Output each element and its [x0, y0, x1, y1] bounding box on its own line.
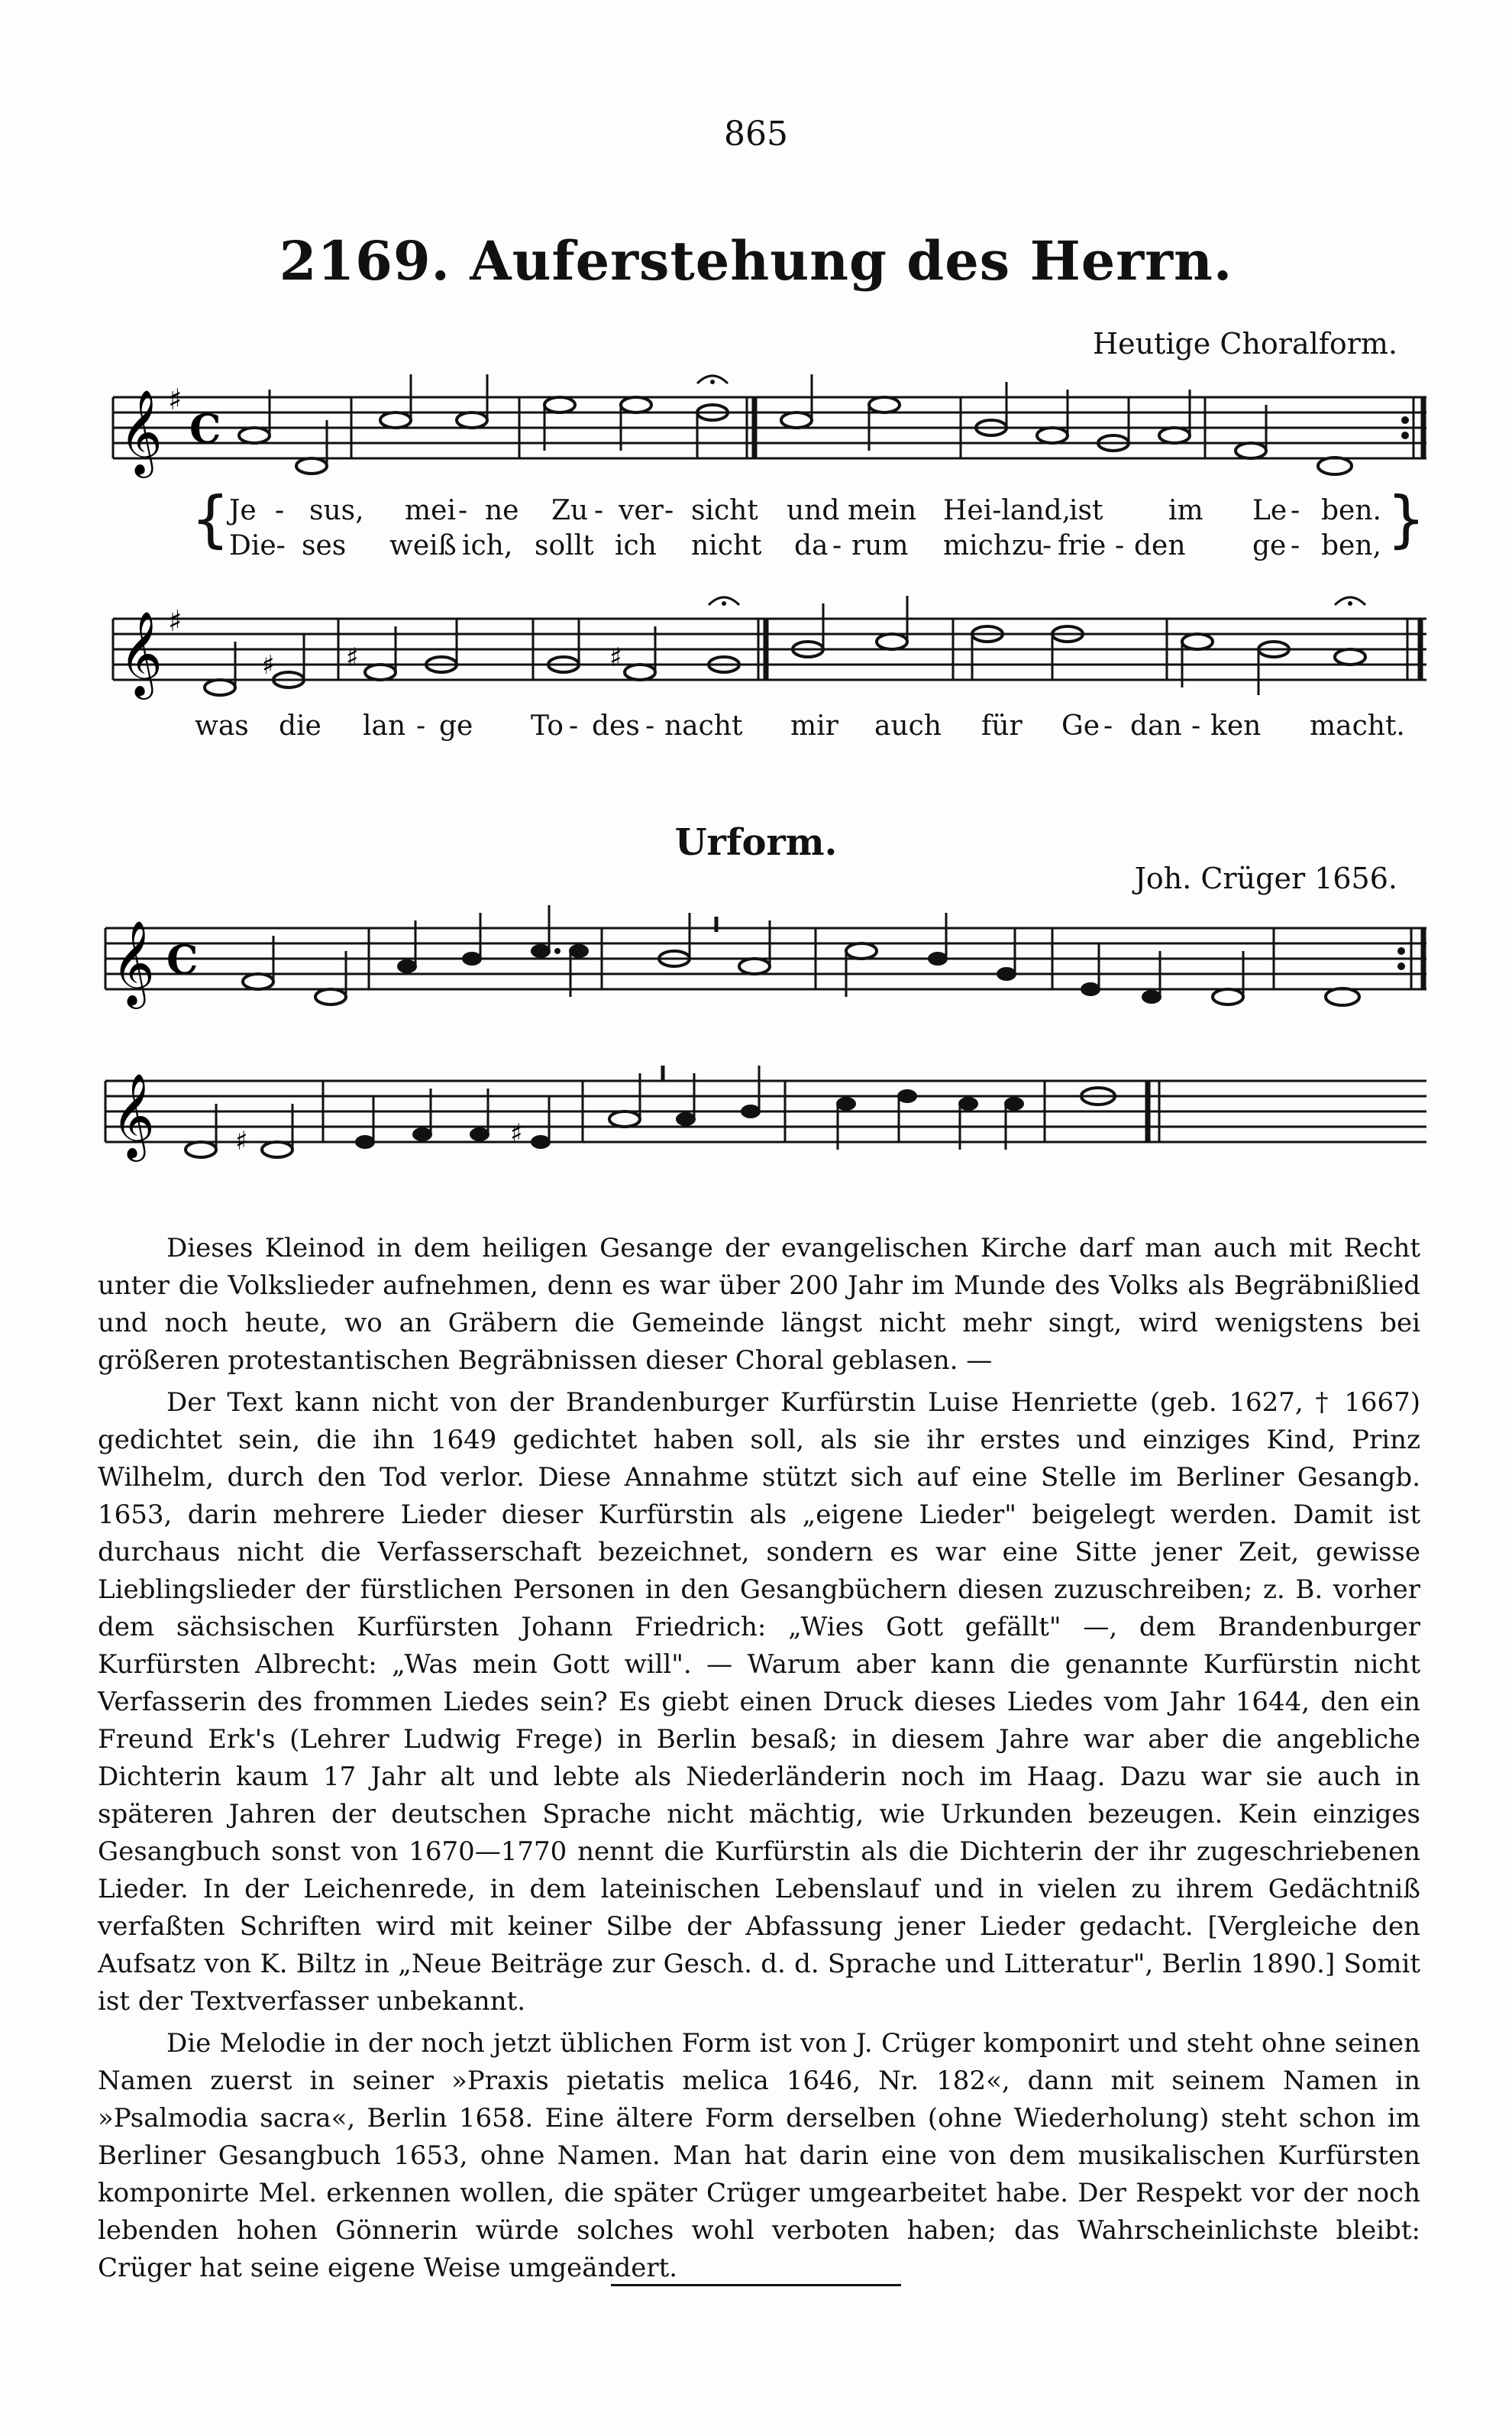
svg-text:♯: ♯ [609, 642, 622, 673]
syllable: lan [363, 710, 406, 742]
paragraph-1: Dieses Kleinod in dem heiligen Gesange der evangelischen Kirche darf man auch mit Recht unter die Volkslieder aufnehmen, denn es war über 200 Jahr im Munde des Volks als Begräbnißlied und noch heute, wo an Gräbern die Gemeinde längst nicht mehr singt, wird wenigstens bei größeren protestantischen Begräbnissen dieser Choral geblasen. — [98, 1233, 1420, 1376]
hyphen: - [275, 495, 285, 526]
hyphen: - [645, 710, 655, 742]
staff-original-2 [82, 1050, 1434, 1188]
syllable: ben, [1321, 530, 1381, 561]
commentary-text [98, 1230, 1420, 2292]
svg-text:C: C [189, 406, 221, 453]
end-rule [611, 2284, 901, 2286]
syllable: ken [1210, 710, 1262, 742]
svg-text:𝄞: 𝄞 [111, 920, 155, 1005]
syllable: sus, [309, 495, 364, 526]
svg-text:♯: ♯ [262, 650, 275, 681]
syllable: auch [874, 710, 942, 742]
svg-text:♯: ♯ [168, 604, 183, 638]
hyphen: - [1291, 530, 1300, 561]
syllable: Je [229, 495, 257, 526]
svg-text:𝄞: 𝄞 [119, 610, 163, 696]
syllable: macht. [1310, 710, 1405, 742]
syllable: sicht [691, 495, 758, 526]
syllable: nacht [664, 710, 743, 742]
svg-text:♯: ♯ [235, 1126, 248, 1157]
syllable: da [794, 530, 829, 561]
hyphen: - [594, 495, 604, 526]
hyphen: - [832, 530, 842, 561]
syllable: frie [1058, 530, 1107, 561]
hyphen: - [416, 710, 426, 742]
syllable: im [1168, 495, 1203, 526]
hyphen: - [1191, 710, 1201, 742]
syllable: mein [848, 495, 917, 526]
page-number: 865 [724, 115, 788, 154]
syllable: Le [1252, 495, 1287, 526]
syllable: dan [1130, 710, 1182, 742]
staff-original-1 [82, 898, 1434, 1035]
syllable: Die- [229, 530, 286, 561]
syllable: Zu [551, 495, 589, 526]
syllable: ver [619, 495, 664, 526]
hyphen: - [458, 495, 468, 526]
hyphen: - [1291, 495, 1300, 526]
hyphen: - [1115, 530, 1125, 561]
syllable: zu [1012, 530, 1045, 561]
syllable: für [981, 710, 1023, 742]
syllable: To [531, 710, 564, 742]
syllable: ne [485, 495, 519, 526]
syllable: sollt [535, 530, 594, 561]
modern-form-label: Heutige Choralform. [1092, 327, 1397, 361]
hyphen: - [1103, 710, 1113, 742]
syllable: den [1134, 530, 1186, 561]
syllable: ge [1252, 530, 1287, 561]
svg-text:𝄞: 𝄞 [119, 389, 163, 474]
syllable: Ge [1061, 710, 1100, 742]
hyphen: - [1042, 530, 1052, 561]
svg-text:♯: ♯ [510, 1118, 523, 1149]
svg-text:𝄞: 𝄞 [111, 1072, 155, 1158]
staff-modern-1 [82, 367, 1434, 504]
syllable: ich, [462, 530, 513, 561]
syllable: des [592, 710, 640, 742]
staff-modern-2 [82, 588, 1434, 726]
syllable: weiß [389, 530, 457, 561]
paragraph-3: Die Melodie in der noch jetzt üblichen Form ist von J. Crüger komponirt und steht ohne seinen Namen zuerst in seiner »Praxis pietatis melica 1646, Nr. 182«, dann mit seinem Namen in »Psalmodia sacra«, Berlin 1658. Eine ältere Form derselben (ohne Wiederholung) steht schon im Berliner Gesangbuch 1653, ohne Namen. Man hat darin eine von dem musikalischen Kurfürsten komponirte Mel. erkennen wollen, die später Crüger umgearbeitet habe. Der Respekt vor der noch lebenden hohen Gönnerin würde solches wohl verboten haben; das Wahrscheinlichste bleibt: Crüger hat seine eigene Weise umgeändert. [98, 2028, 1420, 2283]
brace-left-icon: { [191, 484, 230, 555]
syllable: nicht [691, 530, 762, 561]
hyphen: - [664, 495, 674, 526]
syllable: und [787, 495, 840, 526]
syllable: ist [1069, 495, 1103, 526]
syllable: ben. [1321, 495, 1381, 526]
syllable: rum [851, 530, 909, 561]
syllable: ses [302, 530, 347, 561]
paragraph-2: Der Text kann nicht von der Brandenburger Kurfürstin Luise Henriette (geb. 1627, † 1667) gedichtet sein, die ihn 1649 gedichtet haben soll, als sie ihr erstes und einziges Kind, Prinz Wilhelm, durch den Tod verlor. Diese Annahme stützt sich auf eine Stelle im Berliner Gesangb. 1653, darin mehrere Lieder dieser Kurfürstin als „eigene Lieder" beigelegt werden. Damit ist durchaus nicht die Verfasserschaft bezeichnet, sondern es war eine Sitte jener Zeit, gewisse Lieblingslieder der fürstlichen Personen in den Gesangbüchern diesen zuzuschreiben; z. B. vorher dem sächsischen Kurfürsten Johann Friedrich: „Wies Gott gefällt" —, dem Brandenburger Kurfürsten Albrecht: „Was mein Gott will". — Warum aber kann die genannte Kurfürstin nicht Verfasserin des frommen Liedes sein? Es giebt einen Druck dieses Liedes vom Jahr 1644, den ein Freund Erk's (Lehrer Ludwig Frege) in Berlin besaß; in diesem Jahre war aber die angebliche Dichterin kaum 17 Jahr alt und lebte als Niederländerin noch im Haag. Dazu war sie auch in späteren Jahren der deutschen Sprache nicht mächtig, wie Urkunden bezeugen. Kein einziges Gesangbuch sonst von 1670—1770 nennt die Kurfürstin als die Dichterin der ihr zugeschriebenen Lieder. In der Leichenrede, in dem lateinischen Lebenslauf und in vielen zu ihrem Gedächtniß verfaßten Schriften wird mit keiner Silbe der Abfassung jener Lieder gedacht. [Vergleiche den Aufsatz von K. Biltz in „Neue Beiträge zur Gesch. d. d. Sprache und Litteratur", Berlin 1890.] Somit ist der Textverfasser unbekannt. [98, 1387, 1420, 2017]
syllable: mir [790, 710, 838, 742]
original-form-heading: Urform. [674, 821, 838, 864]
syllable: die [279, 710, 321, 742]
syllable: ich [615, 530, 657, 561]
composer-attribution: Joh. Crüger 1656. [1134, 862, 1397, 895]
syllable: was [195, 710, 249, 742]
syllable: mich [943, 530, 1011, 561]
svg-text:C: C [166, 937, 199, 984]
svg-text:♯: ♯ [346, 642, 359, 673]
hyphen: - [569, 710, 579, 742]
syllable: mei [405, 495, 456, 526]
hymn-title: 2169. Auferstehung des Herrn. [279, 229, 1233, 293]
syllable: Hei-land, [943, 495, 1071, 526]
syllable: ge [439, 710, 473, 742]
brace-right-icon: } [1387, 484, 1426, 555]
svg-text:♯: ♯ [168, 383, 183, 416]
